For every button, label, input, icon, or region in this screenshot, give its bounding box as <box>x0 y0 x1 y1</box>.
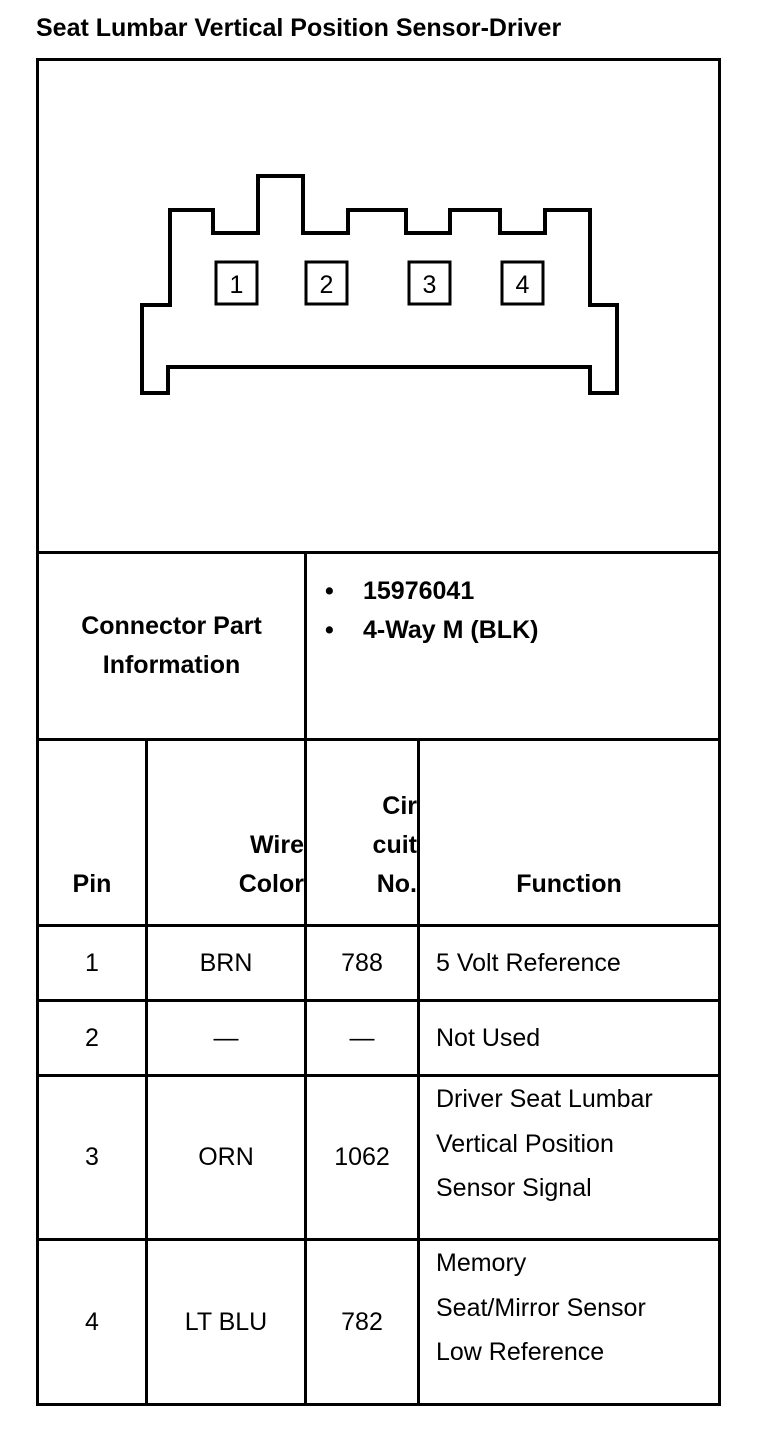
row3-function <box>420 1077 718 1238</box>
connector-outline <box>142 176 617 393</box>
header-function-text: Function <box>516 870 622 898</box>
row4-function-line2: Seat/Mirror Sensor <box>436 1293 646 1322</box>
row2-pin: 2 <box>85 1023 99 1052</box>
pin-label-4: 4 <box>515 271 530 299</box>
row3-color: ORN <box>198 1143 254 1171</box>
connector-info-bullets <box>325 572 538 650</box>
page-title: Seat Lumbar Vertical Position Sensor-Driver <box>36 14 562 42</box>
divider-info-vertical <box>304 551 307 741</box>
row3-function-line1: Driver Seat Lumbar <box>436 1085 653 1113</box>
connector-info-label <box>39 554 304 738</box>
row2-color: — <box>213 1023 239 1052</box>
bullet-item: • 15976041 <box>325 572 538 611</box>
row1-color: BRN <box>199 948 253 977</box>
header-circuit-line2: cuit <box>372 831 417 859</box>
row4-pin: 4 <box>85 1307 99 1336</box>
row2-function-line1: Not Used <box>436 1023 541 1052</box>
header-pin-text: Pin <box>72 870 112 898</box>
header-wire-color <box>148 741 304 924</box>
row3-circuit: 1062 <box>334 1143 390 1171</box>
pin-label-3: 3 <box>422 271 437 299</box>
row4-function-line1: Memory <box>436 1249 527 1277</box>
row1-function-line1: 5 Volt Reference <box>436 948 621 977</box>
row4-function <box>420 1241 718 1403</box>
bullet-item: • 4-Way M (BLK) <box>325 611 538 650</box>
header-pin <box>39 741 145 924</box>
row3-function-line3: Sensor Signal <box>436 1174 592 1202</box>
header-function <box>420 741 718 924</box>
row1-function <box>420 927 718 999</box>
header-wire-color-line2: Color <box>238 870 304 898</box>
connector-info-label-line2: Information <box>102 651 241 679</box>
connector-diagram <box>0 0 768 560</box>
row3-function-line2: Vertical Position <box>436 1129 614 1158</box>
header-circuit <box>307 741 417 924</box>
header-circuit-line1: Cir <box>382 792 417 820</box>
row4-color: LT BLU <box>184 1307 268 1336</box>
row2-function <box>420 1002 718 1074</box>
header-wire-color-line1: Wire <box>250 831 304 859</box>
pin-label-2: 2 <box>319 271 334 299</box>
row1-circuit: 788 <box>341 948 383 977</box>
header-circuit-line3: No. <box>376 870 417 898</box>
connector-type: 4-Way M (BLK) <box>363 616 539 644</box>
part-number: 15976041 <box>363 577 475 605</box>
pin-label-1: 1 <box>229 271 244 299</box>
row1-pin: 1 <box>85 948 99 977</box>
connector-info-label-line1: Connector Part <box>81 612 262 640</box>
row4-function-line3: Low Reference <box>436 1338 605 1366</box>
row4-circuit: 782 <box>341 1307 383 1336</box>
row2-circuit: — <box>349 1023 375 1052</box>
row3-pin: 3 <box>85 1143 99 1171</box>
